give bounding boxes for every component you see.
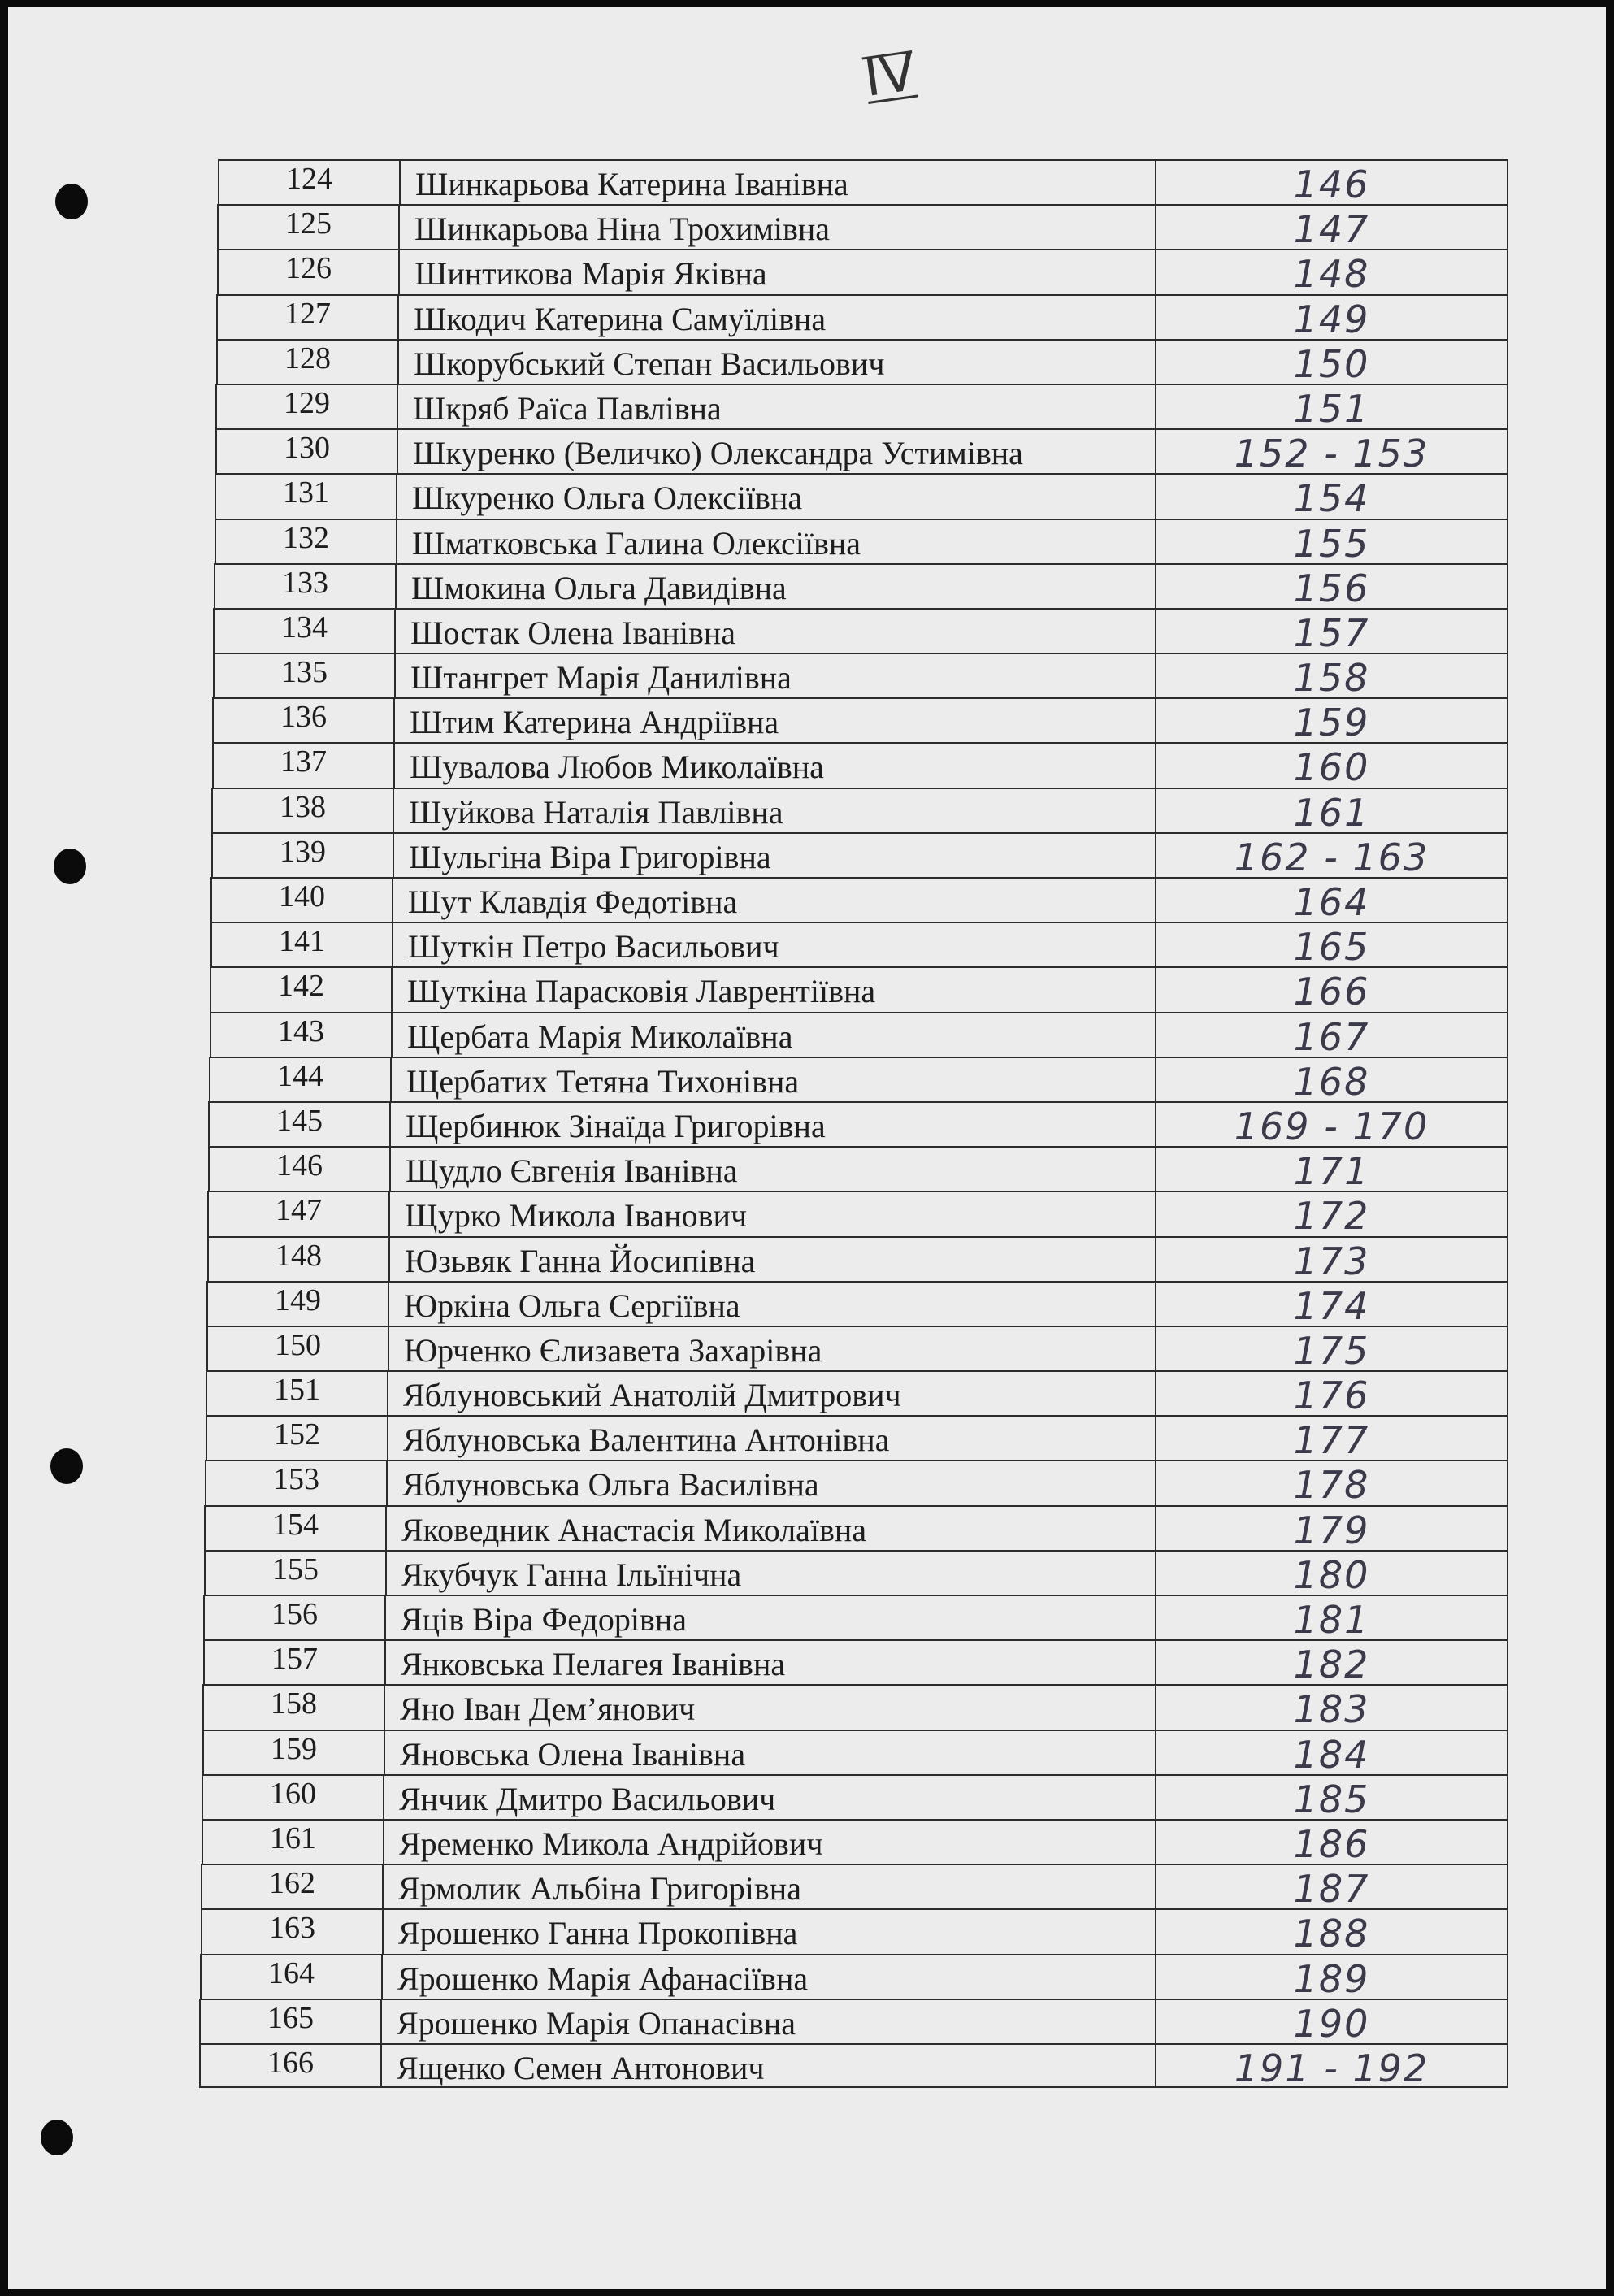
- row-number: 151: [206, 1372, 388, 1415]
- page-reference: 160: [1155, 744, 1508, 787]
- row-number: 152: [206, 1417, 388, 1460]
- row-number: 150: [206, 1327, 389, 1370]
- row-number: 135: [213, 654, 396, 697]
- table-row: [209, 1057, 1508, 1104]
- row-number: 127: [216, 296, 399, 339]
- table-row: [212, 742, 1508, 790]
- person-name: Шинтикова Марія Яківна: [414, 255, 767, 293]
- punch-hole: [54, 849, 86, 884]
- table-row: [206, 1281, 1508, 1326]
- page-reference: 171: [1155, 1148, 1508, 1191]
- page-reference: 187: [1155, 1865, 1508, 1908]
- table-row: [204, 1550, 1508, 1595]
- page-reference: 167: [1155, 1013, 1508, 1057]
- table-row: [215, 428, 1508, 476]
- row-number: 143: [210, 1013, 393, 1057]
- row-number: 154: [204, 1507, 387, 1550]
- page-reference: 147: [1155, 206, 1508, 249]
- page-reference: 191 - 192: [1155, 2045, 1508, 2086]
- table-row: [214, 563, 1508, 608]
- row-number: 146: [208, 1148, 391, 1191]
- page-reference: 168: [1155, 1058, 1508, 1101]
- table-row: [210, 922, 1508, 970]
- person-name: Яно Іван Дем’янович: [400, 1691, 696, 1728]
- row-number: 166: [199, 2045, 382, 2086]
- document-page: [8, 7, 1606, 2289]
- person-name: Янчик Дмитро Васильович: [399, 1780, 776, 1817]
- person-name: Шуткін Петро Васильович: [408, 928, 779, 966]
- row-number: 153: [205, 1461, 388, 1504]
- person-name: Якубчук Ганна Ільїнічна: [401, 1556, 742, 1593]
- table-row: [210, 1012, 1508, 1057]
- page-reference: 146: [1155, 161, 1508, 204]
- row-number: 136: [212, 699, 395, 742]
- row-number: 138: [211, 789, 394, 832]
- person-name: Щурко Микола Іванович: [405, 1197, 748, 1235]
- table-row: [216, 294, 1508, 339]
- row-number: 126: [217, 250, 400, 293]
- person-name: Шувалова Любов Миколаївна: [410, 749, 824, 786]
- row-number: 163: [201, 1910, 384, 1953]
- page-reference: 150: [1155, 341, 1508, 384]
- row-number: 142: [210, 968, 393, 1011]
- punch-hole: [50, 1448, 83, 1484]
- page-reference: 178: [1155, 1461, 1508, 1504]
- row-number: 162: [201, 1865, 384, 1908]
- page-reference: 181: [1155, 1596, 1508, 1639]
- page-reference: 154: [1155, 475, 1508, 518]
- row-number: 131: [215, 475, 397, 518]
- person-name: Шут Клавдія Федотівна: [408, 883, 738, 920]
- person-name: Шульгіна Віра Григорівна: [409, 838, 771, 875]
- person-name: Юркіна Ольга Сергіївна: [404, 1287, 740, 1324]
- table-row: [206, 1415, 1508, 1463]
- page-reference: 169 - 170: [1155, 1103, 1508, 1146]
- person-name: Яновська Олена Іванівна: [400, 1735, 746, 1773]
- person-name: Юзьвяк Ганна Йосипівна: [405, 1242, 756, 1279]
- table-row: [215, 519, 1508, 566]
- page-reference: 185: [1155, 1776, 1508, 1819]
- page-reference: 174: [1155, 1283, 1508, 1326]
- person-name: Яременко Микола Андрійович: [399, 1825, 823, 1862]
- row-number: 139: [211, 834, 394, 877]
- row-number: 155: [204, 1552, 387, 1595]
- row-number: 134: [213, 610, 396, 653]
- person-name: Янковська Пелагея Іванівна: [401, 1646, 786, 1683]
- table-row: [215, 384, 1508, 431]
- person-name: Шостак Олена Іванівна: [410, 614, 736, 651]
- page-reference: 158: [1155, 654, 1508, 697]
- page-reference: 162 - 163: [1155, 834, 1508, 877]
- page-reference: 161: [1155, 789, 1508, 832]
- table-row: [210, 966, 1508, 1014]
- person-name: Шкряб Раїса Павлівна: [413, 389, 722, 427]
- row-number: 148: [207, 1238, 390, 1281]
- page-reference: 189: [1155, 1955, 1508, 1999]
- page-reference: 179: [1155, 1507, 1508, 1550]
- table-row: [199, 2043, 1508, 2088]
- table-row: [199, 1999, 1508, 2046]
- table-row: [213, 653, 1508, 701]
- person-name: Шуйкова Наталія Павлівна: [409, 793, 783, 831]
- page-reference: 182: [1155, 1641, 1508, 1684]
- row-number: 157: [203, 1641, 386, 1684]
- person-name: Яблуновська Ольга Василівна: [402, 1466, 819, 1504]
- person-name: Юрченко Єлизавета Захарівна: [404, 1331, 822, 1369]
- page-reference: 175: [1155, 1327, 1508, 1370]
- page-reference: 159: [1155, 699, 1508, 742]
- row-number: 161: [202, 1821, 384, 1864]
- page-reference: 166: [1155, 968, 1508, 1011]
- table-row: [206, 1326, 1508, 1373]
- page-reference: 165: [1155, 923, 1508, 966]
- row-number: 147: [207, 1192, 390, 1235]
- table-row: [217, 249, 1508, 297]
- table-row: [217, 204, 1508, 252]
- row-number: 156: [203, 1596, 386, 1639]
- page-reference: 186: [1155, 1821, 1508, 1864]
- row-number: 160: [202, 1776, 384, 1819]
- person-name: Яковедник Анастасія Миколаївна: [401, 1511, 867, 1548]
- person-name: Щудло Євгенія Іванівна: [406, 1152, 738, 1190]
- person-name: Шинкарьова Катерина Іванівна: [415, 166, 848, 202]
- table-row: [212, 697, 1508, 745]
- table-row: [213, 608, 1508, 653]
- page-reference: 149: [1155, 296, 1508, 339]
- person-name: Щербата Марія Миколаївна: [407, 1018, 793, 1055]
- table-row: [201, 1908, 1508, 1956]
- table-row: [202, 1684, 1508, 1732]
- page-reference: 176: [1155, 1372, 1508, 1415]
- row-number: 164: [200, 1955, 383, 1999]
- page-reference: 157: [1155, 610, 1508, 653]
- table-row: [203, 1639, 1508, 1687]
- person-name: Ярмолик Альбіна Григорівна: [398, 1870, 801, 1908]
- person-name: Шматковська Галина Олексіївна: [412, 524, 861, 562]
- page-reference: 164: [1155, 879, 1508, 922]
- person-name: Ященко Семен Антонович: [397, 2049, 765, 2086]
- person-name: Щербинюк Зінаїда Григорівна: [406, 1107, 826, 1144]
- page-reference: 152 - 153: [1155, 430, 1508, 473]
- row-number: 144: [209, 1058, 392, 1101]
- row-number: 133: [214, 565, 397, 608]
- row-number: 124: [218, 161, 401, 204]
- row-number: 159: [202, 1731, 385, 1774]
- page-reference: 172: [1155, 1192, 1508, 1235]
- person-name: Ярошенко Ганна Прокопівна: [398, 1915, 798, 1952]
- table-row: [211, 788, 1508, 835]
- table-row: [210, 877, 1508, 922]
- punch-hole: [55, 184, 88, 219]
- page-reference: 156: [1155, 565, 1508, 608]
- person-name: Штангрет Марія Данилівна: [410, 659, 792, 697]
- table-row: [206, 1370, 1508, 1418]
- row-number: 125: [217, 206, 400, 249]
- person-name: Ярошенко Марія Афанасіївна: [397, 1960, 809, 1997]
- register-table: [218, 159, 1508, 2088]
- page-reference: 183: [1155, 1686, 1508, 1729]
- row-number: 128: [216, 341, 399, 384]
- table-row: [216, 339, 1508, 384]
- page-reference: 155: [1155, 520, 1508, 563]
- table-row: [211, 832, 1508, 877]
- person-name: Щербатих Тетяна Тихонівна: [406, 1062, 800, 1100]
- table-row: [203, 1595, 1508, 1642]
- table-row: [207, 1236, 1508, 1281]
- table-row: [218, 159, 1508, 204]
- table-row: [200, 1954, 1508, 1999]
- row-number: 165: [199, 2000, 382, 2043]
- person-name: Шкуренко (Величко) Олександра Устимівна: [413, 435, 1023, 472]
- table-row: [208, 1101, 1508, 1146]
- page-reference: 173: [1155, 1238, 1508, 1281]
- table-row: [205, 1460, 1508, 1508]
- person-name: Шуткіна Парасковія Лаврентіївна: [407, 973, 876, 1010]
- row-number: 140: [210, 879, 393, 922]
- row-number: 130: [215, 430, 398, 473]
- page-reference: 151: [1155, 385, 1508, 428]
- table-row: [202, 1730, 1508, 1777]
- person-name: Шинкарьова Ніна Трохимівна: [414, 211, 831, 248]
- table-row: [202, 1819, 1508, 1864]
- person-name: Яблуновський Анатолій Дмитрович: [403, 1377, 901, 1414]
- table-row: [201, 1864, 1508, 1912]
- punch-hole: [41, 2120, 73, 2155]
- person-name: Шкодич Катерина Самуїлівна: [414, 300, 827, 337]
- page-reference: 184: [1155, 1731, 1508, 1774]
- person-name: Ярошенко Марія Опанасівна: [397, 2004, 796, 2042]
- page-reference: 190: [1155, 2000, 1508, 2043]
- person-name: Яців Віра Федорівна: [401, 1601, 687, 1638]
- table-row: [207, 1191, 1508, 1239]
- row-number: 145: [208, 1103, 391, 1146]
- person-name: Шкуренко Ольга Олексіївна: [412, 480, 803, 517]
- page-reference: 180: [1155, 1552, 1508, 1595]
- person-name: Шкорубський Степан Васильович: [414, 345, 885, 382]
- row-number: 141: [210, 923, 393, 966]
- row-number: 132: [215, 520, 397, 563]
- row-number: 129: [215, 385, 398, 428]
- section-mark: IV: [857, 36, 923, 116]
- table-row: [215, 473, 1508, 521]
- page-reference: 188: [1155, 1910, 1508, 1953]
- page-reference: 177: [1155, 1417, 1508, 1460]
- person-name: Шмокина Ольга Давидівна: [411, 569, 787, 606]
- table-row: [202, 1774, 1508, 1819]
- row-number: 158: [202, 1686, 385, 1729]
- page-reference: 148: [1155, 250, 1508, 293]
- table-row: [204, 1505, 1508, 1550]
- table-row: [208, 1146, 1508, 1194]
- row-number: 137: [212, 744, 395, 787]
- person-name: Штим Катерина Андріївна: [410, 704, 779, 741]
- person-name: Яблуновська Валентина Антонівна: [403, 1421, 890, 1459]
- row-number: 149: [206, 1283, 389, 1326]
